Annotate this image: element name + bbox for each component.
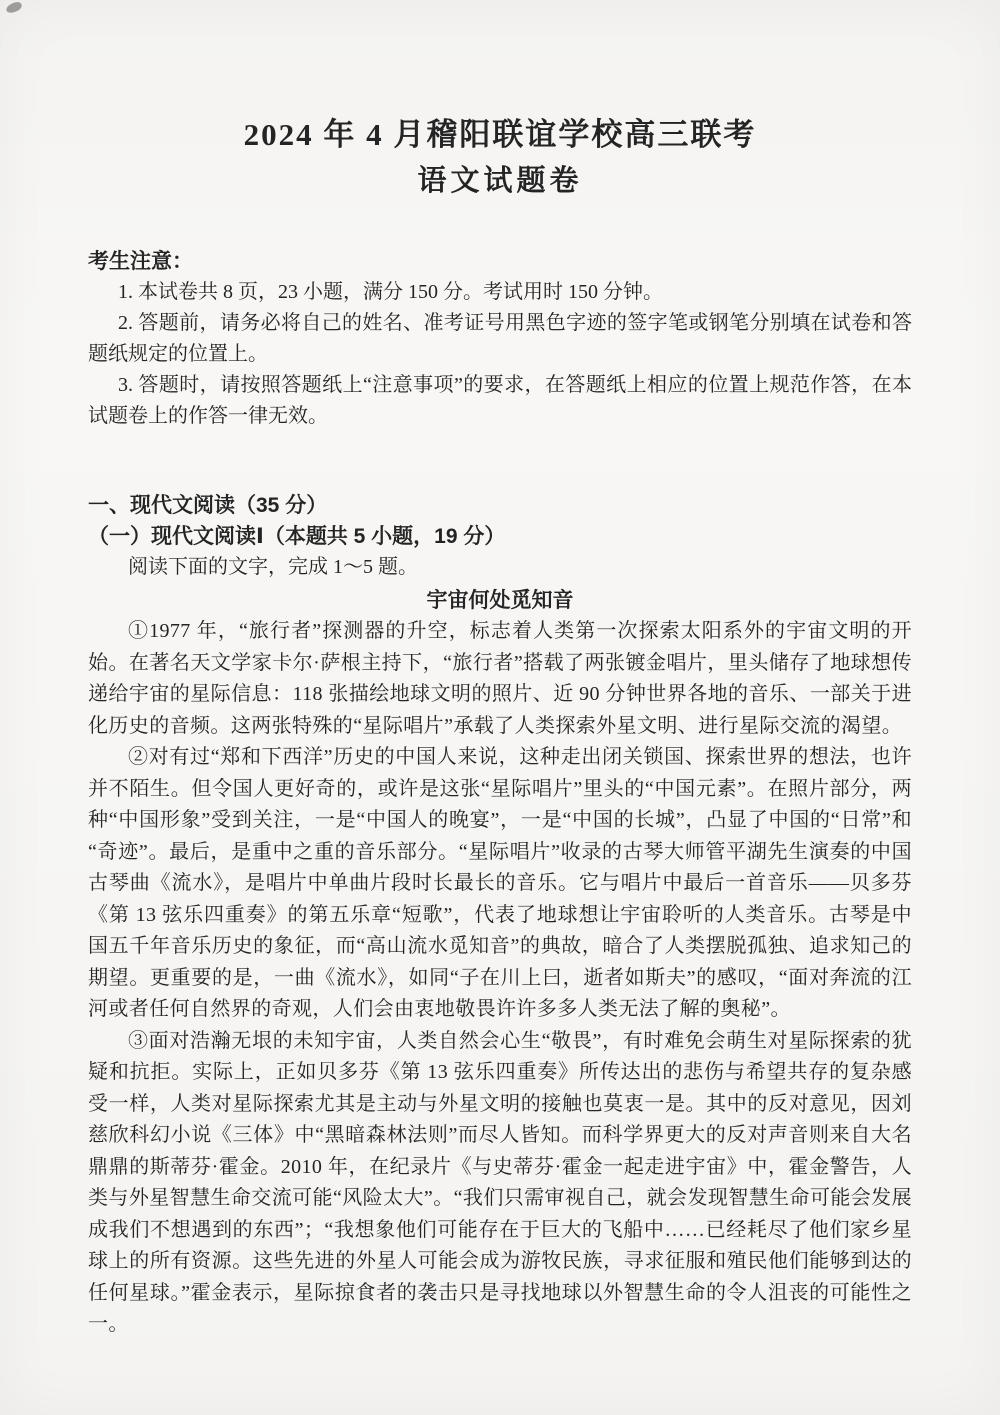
notice-item-1: 1. 本试卷共 8 页，23 小题，满分 150 分。考试用时 150 分钟。 [118,281,663,303]
section-heading: 一、现代文阅读（35 分） [88,494,328,517]
article-paragraph-3: ③面对浩瀚无垠的未知宇宙，人类自然会心生“敬畏”，有时难免会萌生对星际探索的犹疑和抗拒。实际上，正如贝多芬《第 13 弦乐四重奏》所传达出的悲伤与希望共存的复杂感受一样，人类对星际探索尤其是主动与外星文明的接触也莫衷一是。其中的反对意见，因刘慈欣科幻小说《三体》中“黑暗森林法则”而尽人皆知。而科学界更大的反对声音则来自大名鼎鼎的斯蒂芬·霍金。2010 年，在纪录片《与史蒂芬·霍金一起走进宇宙》中，霍金警告，人类与外星智慧生命交流可能“风险太大”。“我们只需审视自己，就会发现智慧生命可能会发展成我们不想遇到的东西”；“我想象他们可能存在于巨大的飞船中……已经耗尽了他们家乡星球上的所有资源。这些先进的外星人可能会成为游牧民族，寻求征服和殖民他们能够到达的任何星球。”霍金表示，星际掠食者的袭击只是寻找地球以外智慧生命的令人沮丧的可能性之一。 [88,1029,912,1335]
notice-heading: 考生注意： [88,250,193,273]
candidate-notice-block [88,246,912,432]
reading-instruction: 阅读下面的文字，完成 1～5 题。 [128,556,418,578]
section-modern-text-reading [88,490,912,1341]
notice-item-3: 3. 答题时，请按照答题纸上“注意事项”的要求，在答题纸上相应的位置上规范作答，在本试题卷上的作答一律无效。 [88,374,912,427]
section-subheading: （一）现代文阅读Ⅰ（本题共 5 小题，19 分） [88,525,506,548]
scan-smudge-mark [5,1,23,15]
article-paragraph-1: ①1977 年，“旅行者”探测器的升空，标志着人类第一次探索太阳系外的宇宙文明的开始。在著名天文学家卡尔·萨根主持下，“旅行者”搭载了两张镀金唱片，里头储存了地球想传递给宇宙的星际信息：118 张描绘地球文明的照片、近 90 分钟世界各地的音乐、一部关于进化历史的音频。这两张特殊的“星际唱片”承载了人类探索外星文明、进行星际交流的渴望。 [88,620,912,737]
article-paragraph-2: ②对有过“郑和下西洋”历史的中国人来说，这种走出闭关锁国、探索世界的想法，也许并不陌生。但令国人更好奇的，或许是这张“星际唱片”里头的“中国元素”。在照片部分，两种“中国形象”受到关注，一是“中国人的晚宴”，一是“中国的长城”，凸显了中国的“日常”和“奇迹”。最后，是重中之重的音乐部分。“星际唱片”收录的古琴大师管平湖先生演奏的中国古琴曲《流水》，是唱片中单曲片段时长最长的音乐。它与唱片中最后一首音乐——贝多芬《第 13 弦乐四重奏》的第五乐章“短歌”，代表了地球想让宇宙聆听的人类音乐。古琴是中国五千年音乐历史的象征，而“高山流水觅知音”的典故，暗合了人类摆脱孤独、追求知己的期望。更重要的是，一曲《流水》，如同“子在川上曰，逝者如斯夫”的感叹，“面对奔流的江河或者任何自然界的奇观，人们会由衷地敬畏许许多多人类无法了解的奥秘”。 [88,746,912,1020]
exam-title: 2024 年 4 月稽阳联谊学校高三联考 [243,117,757,152]
exam-subtitle: 语文试题卷 [417,165,583,197]
article-title: 宇宙何处觅知音 [426,589,574,612]
notice-item-2: 2. 答题前，请务必将自己的姓名、准考证号用黑色字迹的签字笔或钢笔分别填在试卷和答题纸规定的位置上。 [88,312,912,365]
